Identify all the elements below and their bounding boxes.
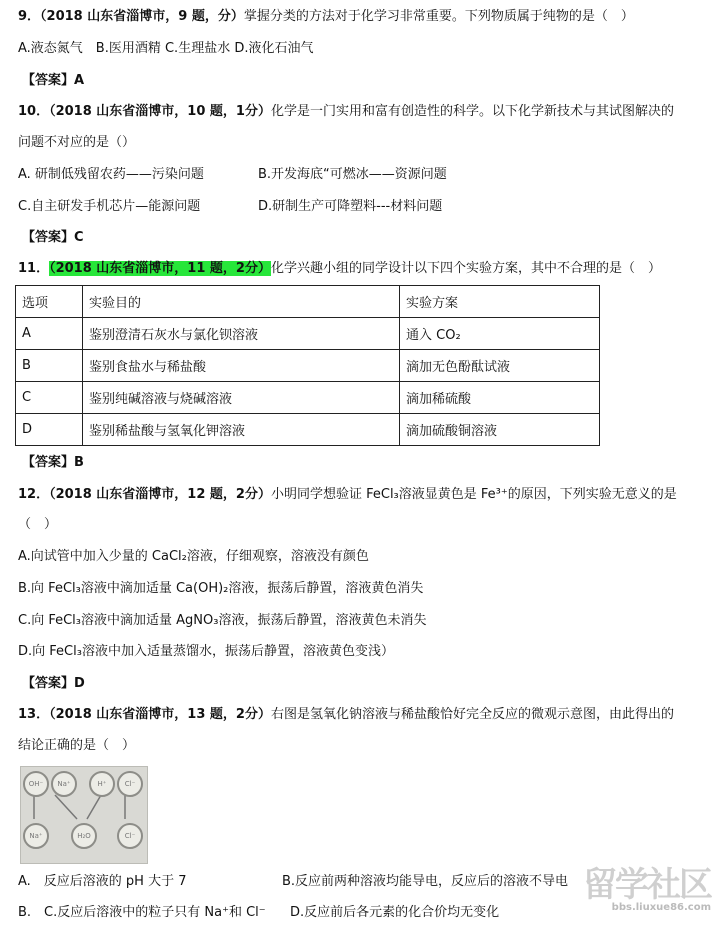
table-header-row <box>16 286 600 318</box>
question-13-option-a: A. 反应后溶液的 pH 大于 7 <box>18 874 187 889</box>
table-header-cell: 实验方案 <box>400 286 600 318</box>
table-header-cell: 选项 <box>16 286 83 318</box>
particle-na: Na⁺ <box>51 771 77 797</box>
highlighted-source: （2018 山东省淄博市，11 题，2分） <box>49 261 271 276</box>
question-10-option-a: A. 研制低残留农药——污染问题 <box>18 167 204 182</box>
question-12-option-d: D.向 FeCl₃溶液中加入适量蒸馏水，振荡后静置，溶液黄色变浅） <box>18 644 394 659</box>
particle-h: H⁺ <box>89 771 115 797</box>
question-9-answer: 【答案】A <box>22 73 85 88</box>
particle-water: H₂O <box>71 823 97 849</box>
question-13-stem-continued: 结论正确的是（ ） <box>18 738 136 753</box>
table-cell: 滴加硫酸铜溶液 <box>400 414 600 446</box>
particle-na-after: Na⁺ <box>23 823 49 849</box>
question-12-stem-continued: （ ） <box>18 517 58 532</box>
question-13-option-c: B. C.反应后溶液中的粒子只有 Na⁺和 Cl⁻ <box>18 905 266 920</box>
question-10-option-c: C.自主研发手机芯片—能源问题 <box>18 199 201 214</box>
question-12-answer: 【答案】D <box>22 676 85 691</box>
question-10-stem: 10．（2018 山东省淄博市，10 题，1分）化学是一门实用和富有创造性的科学。以下化学新技术与其试图解决的 <box>18 104 674 119</box>
table-row <box>16 318 600 350</box>
question-12-stem: 12．（2018 山东省淄博市，12 题，2分）小明同学想验证 FeCl₃溶液显黄色是 Fe³⁺的原因，下列实验无意义的是 <box>18 487 677 502</box>
table-row <box>16 382 600 414</box>
particle-cl: Cl⁻ <box>117 771 143 797</box>
table-row <box>16 414 600 446</box>
question-11-answer: 【答案】B <box>22 455 84 470</box>
question-10-option-b: B.开发海底“可燃冰——资源问题 <box>258 167 447 182</box>
table-cell: C <box>16 382 83 414</box>
particle-oh: OH⁻ <box>23 771 49 797</box>
question-12-option-b: B.向 FeCl₃溶液中滴加适量 Ca(OH)₂溶液，振荡后静置，溶液黄色消失 <box>18 581 424 596</box>
question-10-answer: 【答案】C <box>22 230 84 245</box>
table-header-cell: 实验目的 <box>83 286 400 318</box>
table-cell: 鉴别稀盐酸与氢氧化钾溶液 <box>83 414 400 446</box>
table-cell: 鉴别澄清石灰水与氯化钡溶液 <box>83 318 400 350</box>
question-9-options: A.液态氮气 B.医用酒精 C.生理盐水 D.液化石油气 <box>18 41 314 56</box>
experiment-table <box>15 285 600 446</box>
question-11-stem: 11．（2018 山东省淄博市，11 题，2分）化学兴趣小组的同学设计以下四个实验方案，其中不合理的是（ ） <box>18 261 661 276</box>
table-cell: 鉴别纯碱溶液与烧碱溶液 <box>83 382 400 414</box>
question-13-stem: 13．（2018 山东省淄博市，13 题，2分）右图是氢氧化钠溶液与稀盐酸恰好完全反应的微观示意图，由此得出的 <box>18 707 674 722</box>
site-watermark <box>583 865 711 913</box>
table-cell: 鉴别食盐水与稀盐酸 <box>83 350 400 382</box>
table-cell: B <box>16 350 83 382</box>
question-12-option-c: C.向 FeCl₃溶液中滴加适量 AgNO₃溶液，振荡后静置，溶液黄色未消失 <box>18 613 427 628</box>
watermark-url: bbs.liuxue86.com <box>611 902 711 913</box>
question-12-option-a: A.向试管中加入少量的 CaCl₂溶液，仔细观察，溶液没有颜色 <box>18 549 369 564</box>
table-cell: A <box>16 318 83 350</box>
table-cell: 滴加稀硫酸 <box>400 382 600 414</box>
table-cell: 滴加无色酚酞试液 <box>400 350 600 382</box>
reaction-microscopic-diagram <box>20 766 148 864</box>
particle-cl-after: Cl⁻ <box>117 823 143 849</box>
question-10-stem-continued: 问题不对应的是（） <box>18 135 136 150</box>
watermark-logo: 留学社区 <box>583 865 711 905</box>
question-13-option-d: D.反应前后各元素的化合价均无变化 <box>290 905 500 920</box>
question-10-option-d: D.研制生产可降塑料---材料问题 <box>258 199 443 214</box>
table-cell: D <box>16 414 83 446</box>
table-cell: 通入 CO₂ <box>400 318 600 350</box>
question-13-option-b: B.反应前两种溶液均能导电，反应后的溶液不导电 <box>282 874 569 889</box>
table-row <box>16 350 600 382</box>
question-9-stem: 9．（2018 山东省淄博市，9 题，分）掌握分类的方法对于化学习非常重要。下列物质属于纯物的是（ ） <box>18 9 634 24</box>
